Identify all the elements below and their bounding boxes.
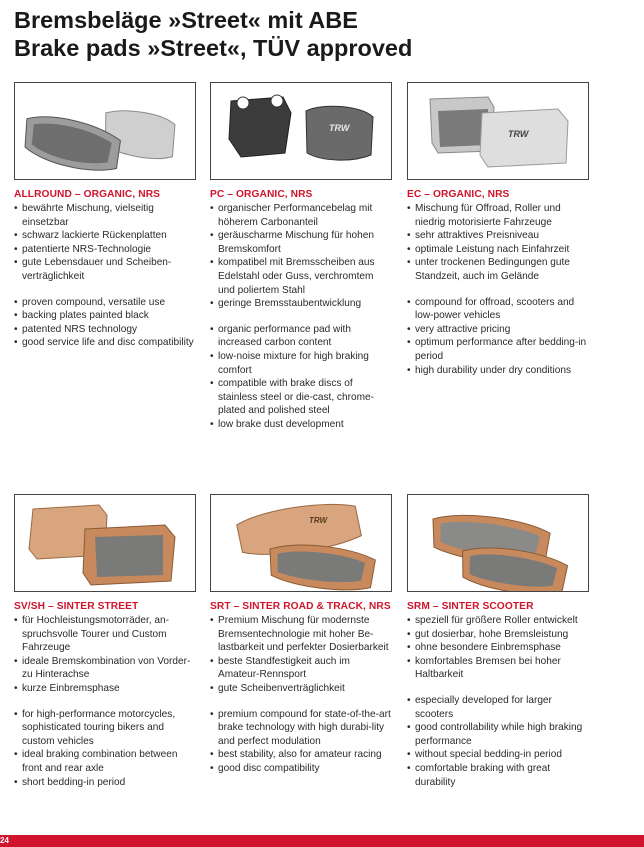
brake-pad-image bbox=[14, 494, 196, 592]
page-title bbox=[14, 6, 412, 62]
feature-item: • gut dosierbar, hohe Bremsleistung bbox=[407, 628, 589, 642]
card-title: SV/SH – SINTER STREET bbox=[14, 601, 139, 612]
title-de: Bremsbeläge »Street« mit ABE bbox=[14, 7, 358, 33]
feature-item: • kompatibel mit Bremsscheiben aus Edelstahl oder Guss, verchromtem und poliertem Stahl bbox=[210, 256, 392, 297]
trw-logo: TRW bbox=[309, 516, 328, 525]
features-de bbox=[407, 202, 589, 284]
feature-item: • gute Lebensdauer und Scheiben-verträglichkeit bbox=[14, 256, 196, 283]
product-card-srt bbox=[210, 494, 392, 776]
feature-item: • geringe Bremsstaubentwicklung bbox=[210, 297, 392, 311]
feature-item: • ideale Bremskombination von Vorder- zu Hinterachse bbox=[14, 655, 196, 682]
product-card-allround bbox=[14, 82, 196, 350]
card-title: SRT – SINTER ROAD & TRACK, NRS bbox=[210, 601, 391, 612]
trw-logo: TRW bbox=[329, 123, 350, 133]
feature-item: • gute Scheibenverträglichkeit bbox=[210, 682, 392, 696]
features-en bbox=[407, 296, 589, 378]
brake-pad-image bbox=[14, 82, 196, 180]
feature-item: • ohne besondere Einbremsphase bbox=[407, 641, 589, 655]
features-de bbox=[14, 614, 196, 696]
feature-item: • backing plates painted black bbox=[14, 309, 196, 323]
title-en: Brake pads »Street«, TÜV approved bbox=[14, 35, 413, 61]
brake-pad-image bbox=[210, 82, 392, 180]
feature-item: • for high-performance motorcycles, sophisticated touring bikers and custom vehicles bbox=[14, 708, 196, 749]
feature-item: • proven compound, versatile use bbox=[14, 296, 196, 310]
features-en bbox=[210, 323, 392, 432]
feature-item: • low brake dust development bbox=[210, 418, 392, 432]
feature-item: • Mischung für Offroad, Roller und niedrig motorisierte Fahrzeuge bbox=[407, 202, 589, 229]
page-number: 24 bbox=[0, 836, 9, 845]
feature-item: • organischer Performancebelag mit höherem Carbonanteil bbox=[210, 202, 392, 229]
feature-item: • high durability under dry conditions bbox=[407, 364, 589, 378]
feature-item: • short bedding-in period bbox=[14, 776, 196, 790]
product-card-srm bbox=[407, 494, 589, 789]
feature-item: • very attractive pricing bbox=[407, 323, 589, 337]
feature-item: • optimum performance after bedding-in period bbox=[407, 336, 589, 363]
feature-item: • compatible with brake discs of stainless steel or die-cast, chrome-plated and polished steel bbox=[210, 377, 392, 418]
brake-pad-image bbox=[407, 494, 589, 592]
feature-item: • speziell für größere Roller entwickelt bbox=[407, 614, 589, 628]
features-en bbox=[407, 694, 589, 789]
feature-item: • good service life and disc compatibility bbox=[14, 336, 196, 350]
feature-item: • beste Standfestigkeit auch im Amateur-Rennsport bbox=[210, 655, 392, 682]
features-de bbox=[210, 202, 392, 311]
feature-item: • schwarz lackierte Rückenplatten bbox=[14, 229, 196, 243]
features-en bbox=[14, 296, 196, 350]
feature-item: • comfortable braking with great durability bbox=[407, 762, 589, 789]
features-de bbox=[407, 614, 589, 682]
feature-item: • especially developed for larger scooters bbox=[407, 694, 589, 721]
feature-item: • kurze Einbremsphase bbox=[14, 682, 196, 696]
product-card-sv-sh bbox=[14, 494, 196, 789]
feature-item: • patented NRS technology bbox=[14, 323, 196, 337]
feature-item: • für Hochleistungsmotorräder, an-spruchsvolle Tourer und Custom Fahrzeuge bbox=[14, 614, 196, 655]
features-en bbox=[14, 708, 196, 790]
features-de bbox=[210, 614, 392, 696]
features-en bbox=[210, 708, 392, 776]
feature-item: • ideal braking combination between front and rear axle bbox=[14, 748, 196, 775]
feature-item: • without special bedding-in period bbox=[407, 748, 589, 762]
feature-item: • premium compound for state-of-the-art brake technology with high durabi-lity and perfect modulation bbox=[210, 708, 392, 749]
feature-item: • unter trockenen Bedingungen gute Standzeit, auch im Gelände bbox=[407, 256, 589, 283]
card-title: ALLROUND – ORGANIC, NRS bbox=[14, 189, 161, 200]
feature-item: • patentierte NRS-Technologie bbox=[14, 243, 196, 257]
feature-item: • good controllability while high braking performance bbox=[407, 721, 589, 748]
brake-pad-image bbox=[407, 82, 589, 180]
feature-item: • komfortables Bremsen bei hoher Haltbarkeit bbox=[407, 655, 589, 682]
feature-item: • organic performance pad with increased carbon content bbox=[210, 323, 392, 350]
card-title: PC – ORGANIC, NRS bbox=[210, 189, 313, 200]
card-title: EC – ORGANIC, NRS bbox=[407, 189, 510, 200]
product-card-pc bbox=[210, 82, 392, 432]
trw-logo: TRW bbox=[508, 129, 529, 139]
feature-item: • sehr attraktives Preisniveau bbox=[407, 229, 589, 243]
feature-item: • optimale Leistung nach Einfahrzeit bbox=[407, 243, 589, 257]
feature-item: • geräuscharme Mischung für hohen Bremskomfort bbox=[210, 229, 392, 256]
card-title: SRM – SINTER SCOOTER bbox=[407, 601, 534, 612]
feature-item: • Premium Mischung für modernste Bremsentechnologie mit hoher Be-lastbarkeit und perfekter Dosierbarkeit bbox=[210, 614, 392, 655]
feature-item: • bewährte Mischung, vielseitig einsetzbar bbox=[14, 202, 196, 229]
feature-item: • low-noise mixture for high braking comfort bbox=[210, 350, 392, 377]
feature-item: • good disc compatibility bbox=[210, 762, 392, 776]
product-card-ec bbox=[407, 82, 589, 377]
feature-item: • compound for offroad, scooters and low-power vehicles bbox=[407, 296, 589, 323]
footer-bar bbox=[0, 835, 644, 847]
brake-pad-image bbox=[210, 494, 392, 592]
features-de bbox=[14, 202, 196, 284]
feature-item: • best stability, also for amateur racing bbox=[210, 748, 392, 762]
